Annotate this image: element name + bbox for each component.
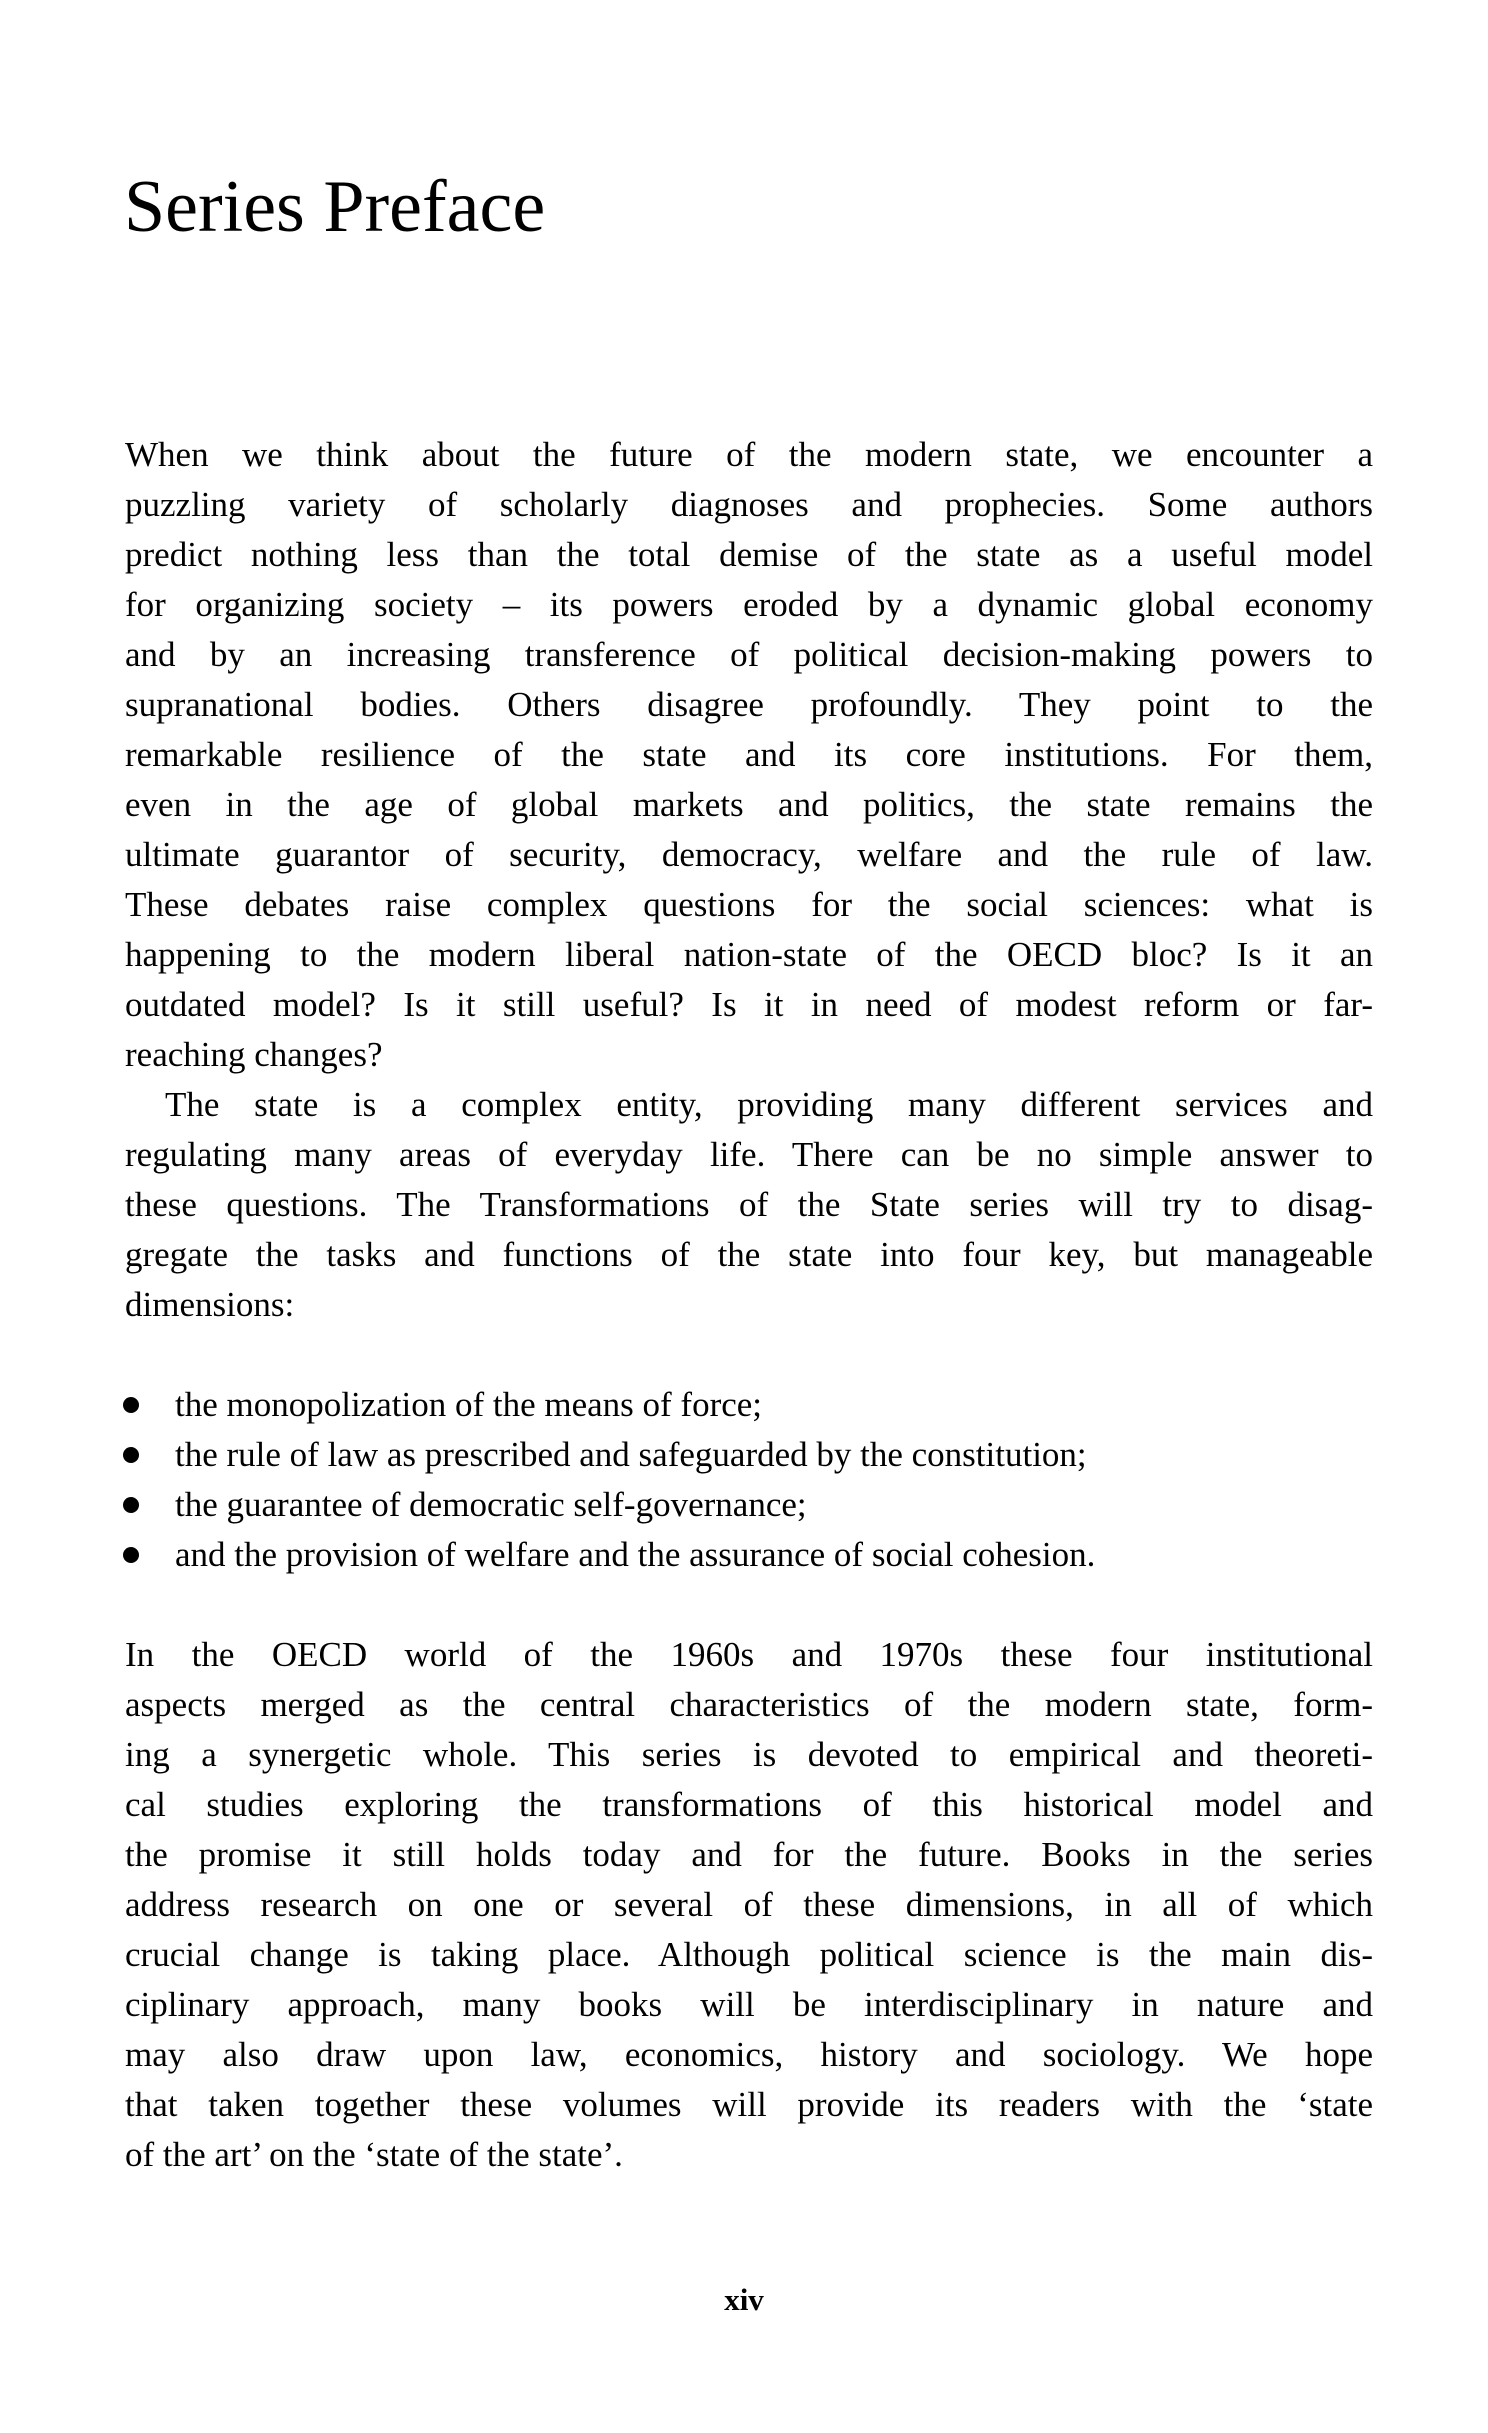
text-line: In the OECD world of the 1960s and 1970s these four institutional [125, 1635, 1373, 1674]
text-line: for organizing society – its powers eroded by a dynamic global economy [125, 585, 1373, 624]
text-line: ing a synergetic whole. This series is devoted to empirical and theoreti- [125, 1735, 1373, 1774]
text-line: even in the age of global markets and politics, the state remains the [125, 785, 1373, 824]
text-line: crucial change is taking place. Although political science is the main dis- [125, 1935, 1373, 1974]
list-item [123, 1380, 1373, 1430]
list-item [123, 1430, 1373, 1480]
text-line: cal studies exploring the transformations of this historical model and [125, 1785, 1373, 1824]
text-line: that taken together these volumes will provide its readers with the ‘state [125, 2085, 1373, 2124]
text-line: regulating many areas of everyday life. There can be no simple answer to [125, 1135, 1373, 1174]
text-line: dimensions: [125, 1285, 295, 1324]
text-line: predict nothing less than the total demise of the state as a useful model [125, 535, 1373, 574]
text-line: of the art’ on the ‘state of the state’. [125, 2135, 623, 2174]
list-item [123, 1480, 1373, 1530]
text-line: these questions. The Transformations of the State series will try to disag- [125, 1185, 1373, 1224]
text-line: These debates raise complex questions for the social sciences: what is [125, 885, 1373, 924]
text-line: remarkable resilience of the state and its core institutions. For them, [125, 735, 1373, 774]
text-line: puzzling variety of scholarly diagnoses and prophecies. Some authors [125, 485, 1373, 524]
text-line: ultimate guarantor of security, democracy, welfare and the rule of law. [125, 835, 1373, 874]
list-item [123, 1530, 1373, 1580]
bullet-icon [123, 1497, 139, 1513]
text-line: the promise it still holds today and for the future. Books in the series [125, 1835, 1373, 1874]
text-line: outdated model? Is it still useful? Is it in need of modest reform or far- [125, 985, 1373, 1024]
bullet-icon [123, 1547, 139, 1563]
text-line: reaching changes? [125, 1035, 383, 1074]
page-title: Series Preface [124, 166, 546, 248]
text-line: happening to the modern liberal nation-state of the OECD bloc? Is it an [125, 935, 1373, 974]
bullet-icon [123, 1397, 139, 1413]
text-line: When we think about the future of the modern state, we encounter a [125, 435, 1373, 474]
list-item-text: the guarantee of democratic self-governance; [175, 1485, 807, 1524]
text-line: aspects merged as the central characteristics of the modern state, form- [125, 1685, 1373, 1724]
text-line: The state is a complex entity, providing many different services and [165, 1085, 1373, 1124]
text-line: may also draw upon law, economics, history and sociology. We hope [125, 2035, 1373, 2074]
list-item-text: and the provision of welfare and the assurance of social cohesion. [175, 1535, 1096, 1574]
text-line: supranational bodies. Others disagree profoundly. They point to the [125, 685, 1373, 724]
text-line: address research on one or several of these dimensions, in all of which [125, 1885, 1373, 1924]
text-line: gregate the tasks and functions of the state into four key, but manageable [125, 1235, 1373, 1274]
text-line: ciplinary approach, many books will be interdisciplinary in nature and [125, 1985, 1373, 2024]
list-item-text: the monopolization of the means of force; [175, 1385, 763, 1424]
bullet-icon [123, 1447, 139, 1463]
page-number: xiv [724, 2282, 764, 2317]
text-line: and by an increasing transference of political decision-making powers to [125, 635, 1373, 674]
list-item-text: the rule of law as prescribed and safeguarded by the constitution; [175, 1435, 1087, 1474]
